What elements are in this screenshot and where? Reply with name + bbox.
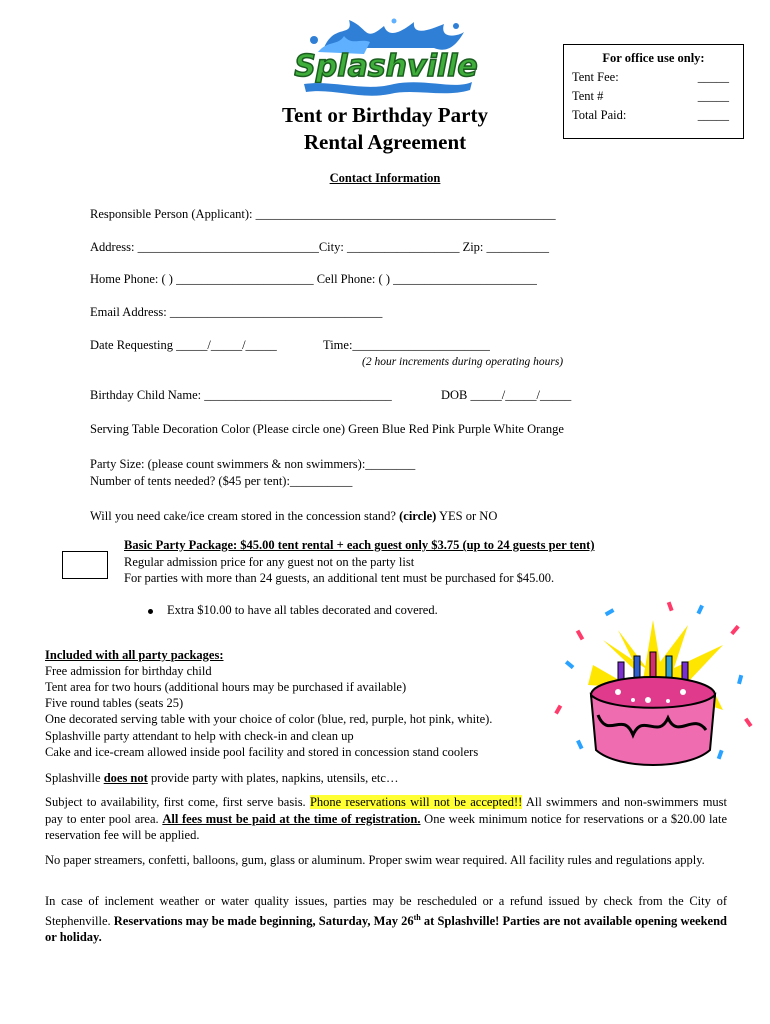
office-value-field[interactable]: _____ <box>697 108 729 122</box>
opening-weekend-notice: at Splashville! Parties are not available opening weekend or holiday. <box>45 913 727 945</box>
note-text: In case of inclement weather or water quality issues, parties may be rescheduled or a refund issued by check from the City of Stephenville. <box>45 894 727 928</box>
note-text: Splashville <box>45 771 104 785</box>
ordinal-suffix: th <box>413 912 421 922</box>
document-title <box>200 102 570 156</box>
package-extra-bullet <box>148 603 438 618</box>
table-color-choice[interactable]: Serving Table Decoration Color (Please circle one) Green Blue Red Pink Purple White Orange <box>90 422 564 436</box>
logo-text: Splashville <box>294 49 478 84</box>
address-field[interactable]: Address: _____________________________City: __________________ Zip: __________ <box>90 240 550 254</box>
number-of-tents-field[interactable]: Number of tents needed? ($45 per tent):__________ <box>90 474 353 488</box>
contact-information-heading: Contact Information <box>329 171 441 185</box>
phone-fields[interactable]: Home Phone: ( ) ______________________ Cell Phone: ( ) _______________________ <box>90 272 537 286</box>
email-field[interactable]: Email Address: __________________________________ <box>90 305 383 319</box>
basic-package-heading: Basic Party Package: $45.00 tent rental + each guest only $3.75 (up to 24 guests per tent) <box>124 538 595 552</box>
birthday-child-name-field[interactable]: Birthday Child Name: ______________________________ <box>90 388 392 402</box>
time-note: (2 hour increments during operating hours) <box>362 356 564 368</box>
included-item: Five round tables (seats 25) <box>45 696 184 710</box>
time-field[interactable]: Time:______________________ <box>323 338 490 352</box>
included-item: One decorated serving table with your choice of color (blue, red, purple, hot pink, white). <box>45 712 493 726</box>
not-provided-note <box>45 770 727 787</box>
package-extra-text: Extra $10.00 to have all tables decorated and covered. <box>167 603 438 617</box>
birthday-cake-icon <box>548 600 758 785</box>
availability-paragraph <box>45 794 727 844</box>
dob-field[interactable]: DOB _____/_____/_____ <box>441 388 572 402</box>
cake-question-circle: (circle) <box>399 509 437 523</box>
office-label: Tent # <box>572 89 604 103</box>
party-size-field[interactable]: Party Size: (please count swimmers & non swimmers):________ <box>90 457 416 471</box>
note-emphasis: does not <box>103 771 148 785</box>
note-text: provide party with plates, napkins, utensils, etc… <box>147 771 399 785</box>
phone-reservation-warning: Phone reservations will not be accepted!! <box>309 795 523 809</box>
office-label: Total Paid: <box>572 108 627 122</box>
weather-paragraph <box>45 893 727 946</box>
office-label: Tent Fee: <box>572 70 619 84</box>
title-line-1: Tent or Birthday Party <box>282 103 488 127</box>
office-value-field[interactable]: _____ <box>697 89 729 103</box>
included-heading: Included with all party packages: <box>45 648 224 662</box>
note-text: One week minimum notice for reservations or a $20.00 late reservation fee will be applied. <box>45 811 727 842</box>
cake-question-text: Will you need cake/ice cream stored in the concession stand? <box>90 509 400 523</box>
splashville-logo <box>294 18 478 98</box>
basic-package-checkbox[interactable] <box>62 551 108 579</box>
included-item: Splashville party attendant to help with check-in and clean up <box>45 729 354 743</box>
office-row-tent-fee <box>572 70 729 85</box>
cake-storage-question[interactable] <box>90 509 497 524</box>
cake-question-options: YES or NO <box>436 509 498 523</box>
note-text: Subject to availability, first come, first serve basis. <box>45 795 310 809</box>
fees-paid-notice: All fees must be paid at the time of registration. <box>162 811 421 826</box>
included-item: Tent area for two hours (additional hours may be purchased if available) <box>45 680 407 694</box>
office-row-tent-number <box>572 89 729 104</box>
rules-paragraph: No paper streamers, confetti, balloons, gum, glass or aluminum. Proper swim wear required. All facility rules and regulations apply. <box>45 853 705 867</box>
date-requesting-field[interactable]: Date Requesting _____/_____/_____ <box>90 338 277 352</box>
office-row-total-paid <box>572 108 729 123</box>
included-item: Cake and ice-cream allowed inside pool facility and stored in concession stand coolers <box>45 745 479 759</box>
office-value-field[interactable]: _____ <box>697 70 729 84</box>
office-use-box <box>563 44 744 139</box>
included-item: Free admission for birthday child <box>45 664 212 678</box>
note-text: All swimmers and non-swimmers must pay to enter pool area. <box>45 795 728 826</box>
responsible-person-field[interactable]: Responsible Person (Applicant): ________________________________________________ <box>90 207 556 221</box>
office-use-title: For office use only: <box>602 51 705 65</box>
reservation-date-notice: Reservations may be made beginning, Saturday, May 26 <box>113 913 414 928</box>
package-line-1: Regular admission price for any guest not on the party list <box>124 555 415 569</box>
bullet-icon <box>148 609 153 614</box>
package-line-2: For parties with more than 24 guests, an additional tent must be purchased for $45.00. <box>124 571 555 585</box>
title-line-2: Rental Agreement <box>303 130 467 154</box>
